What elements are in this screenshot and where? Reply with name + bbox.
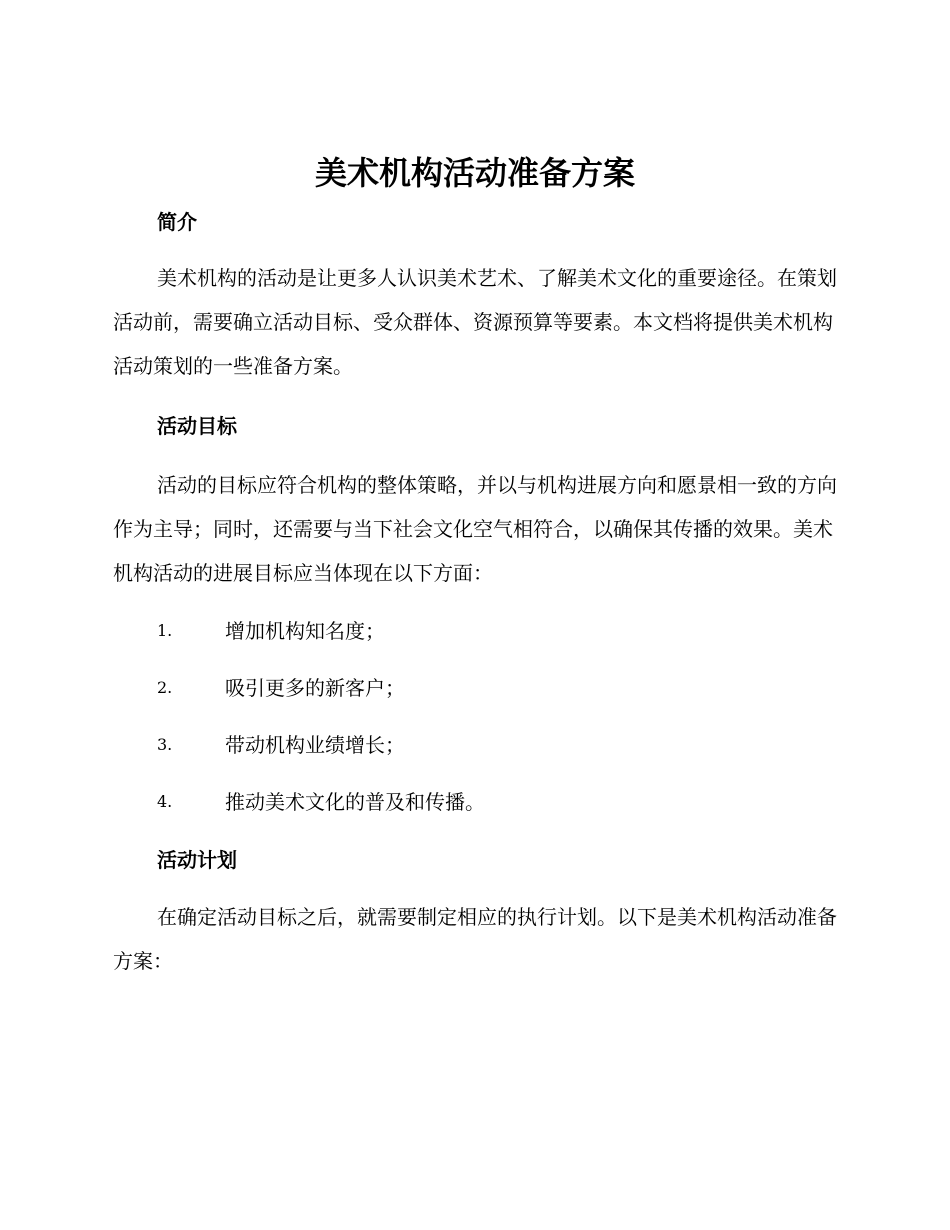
list-item-text: 带动机构业绩增长； — [225, 733, 405, 757]
list-item-number: 1. — [157, 621, 173, 640]
intro-paragraph: 美术机构的活动是让更多人认识美术艺术、了解美术文化的重要途径。在策划活动前，需要确立活动目标、受众群体、资源预算等要素。本文档将提供美术机构活动策划的一些准备方案。 — [113, 266, 837, 378]
list-item-text: 增加机构知名度； — [225, 619, 385, 643]
list-item-text: 吸引更多的新客户； — [225, 676, 405, 700]
list-item-number: 3. — [157, 735, 173, 754]
section-heading-intro: 简介 — [157, 210, 197, 234]
list-item-number: 2. — [157, 678, 173, 697]
plan-paragraph: 在确定活动目标之后，就需要制定相应的执行计划。以下是美术机构活动准备方案： — [113, 905, 837, 973]
section-heading-plan: 活动计划 — [157, 848, 237, 872]
goals-paragraph: 活动的目标应符合机构的整体策略，并以与机构进展方向和愿景相一致的方向作为主导；同时，还需要与当下社会文化空气相符合，以确保其传播的效果。美术机构活动的进展目标应当体现在以下方面： — [113, 473, 837, 585]
list-item-number: 4. — [157, 792, 173, 811]
section-heading-goals: 活动目标 — [157, 414, 237, 438]
list-item-text: 推动美术文化的普及和传播。 — [225, 790, 485, 814]
document-title: 美术机构活动准备方案 — [314, 154, 635, 192]
